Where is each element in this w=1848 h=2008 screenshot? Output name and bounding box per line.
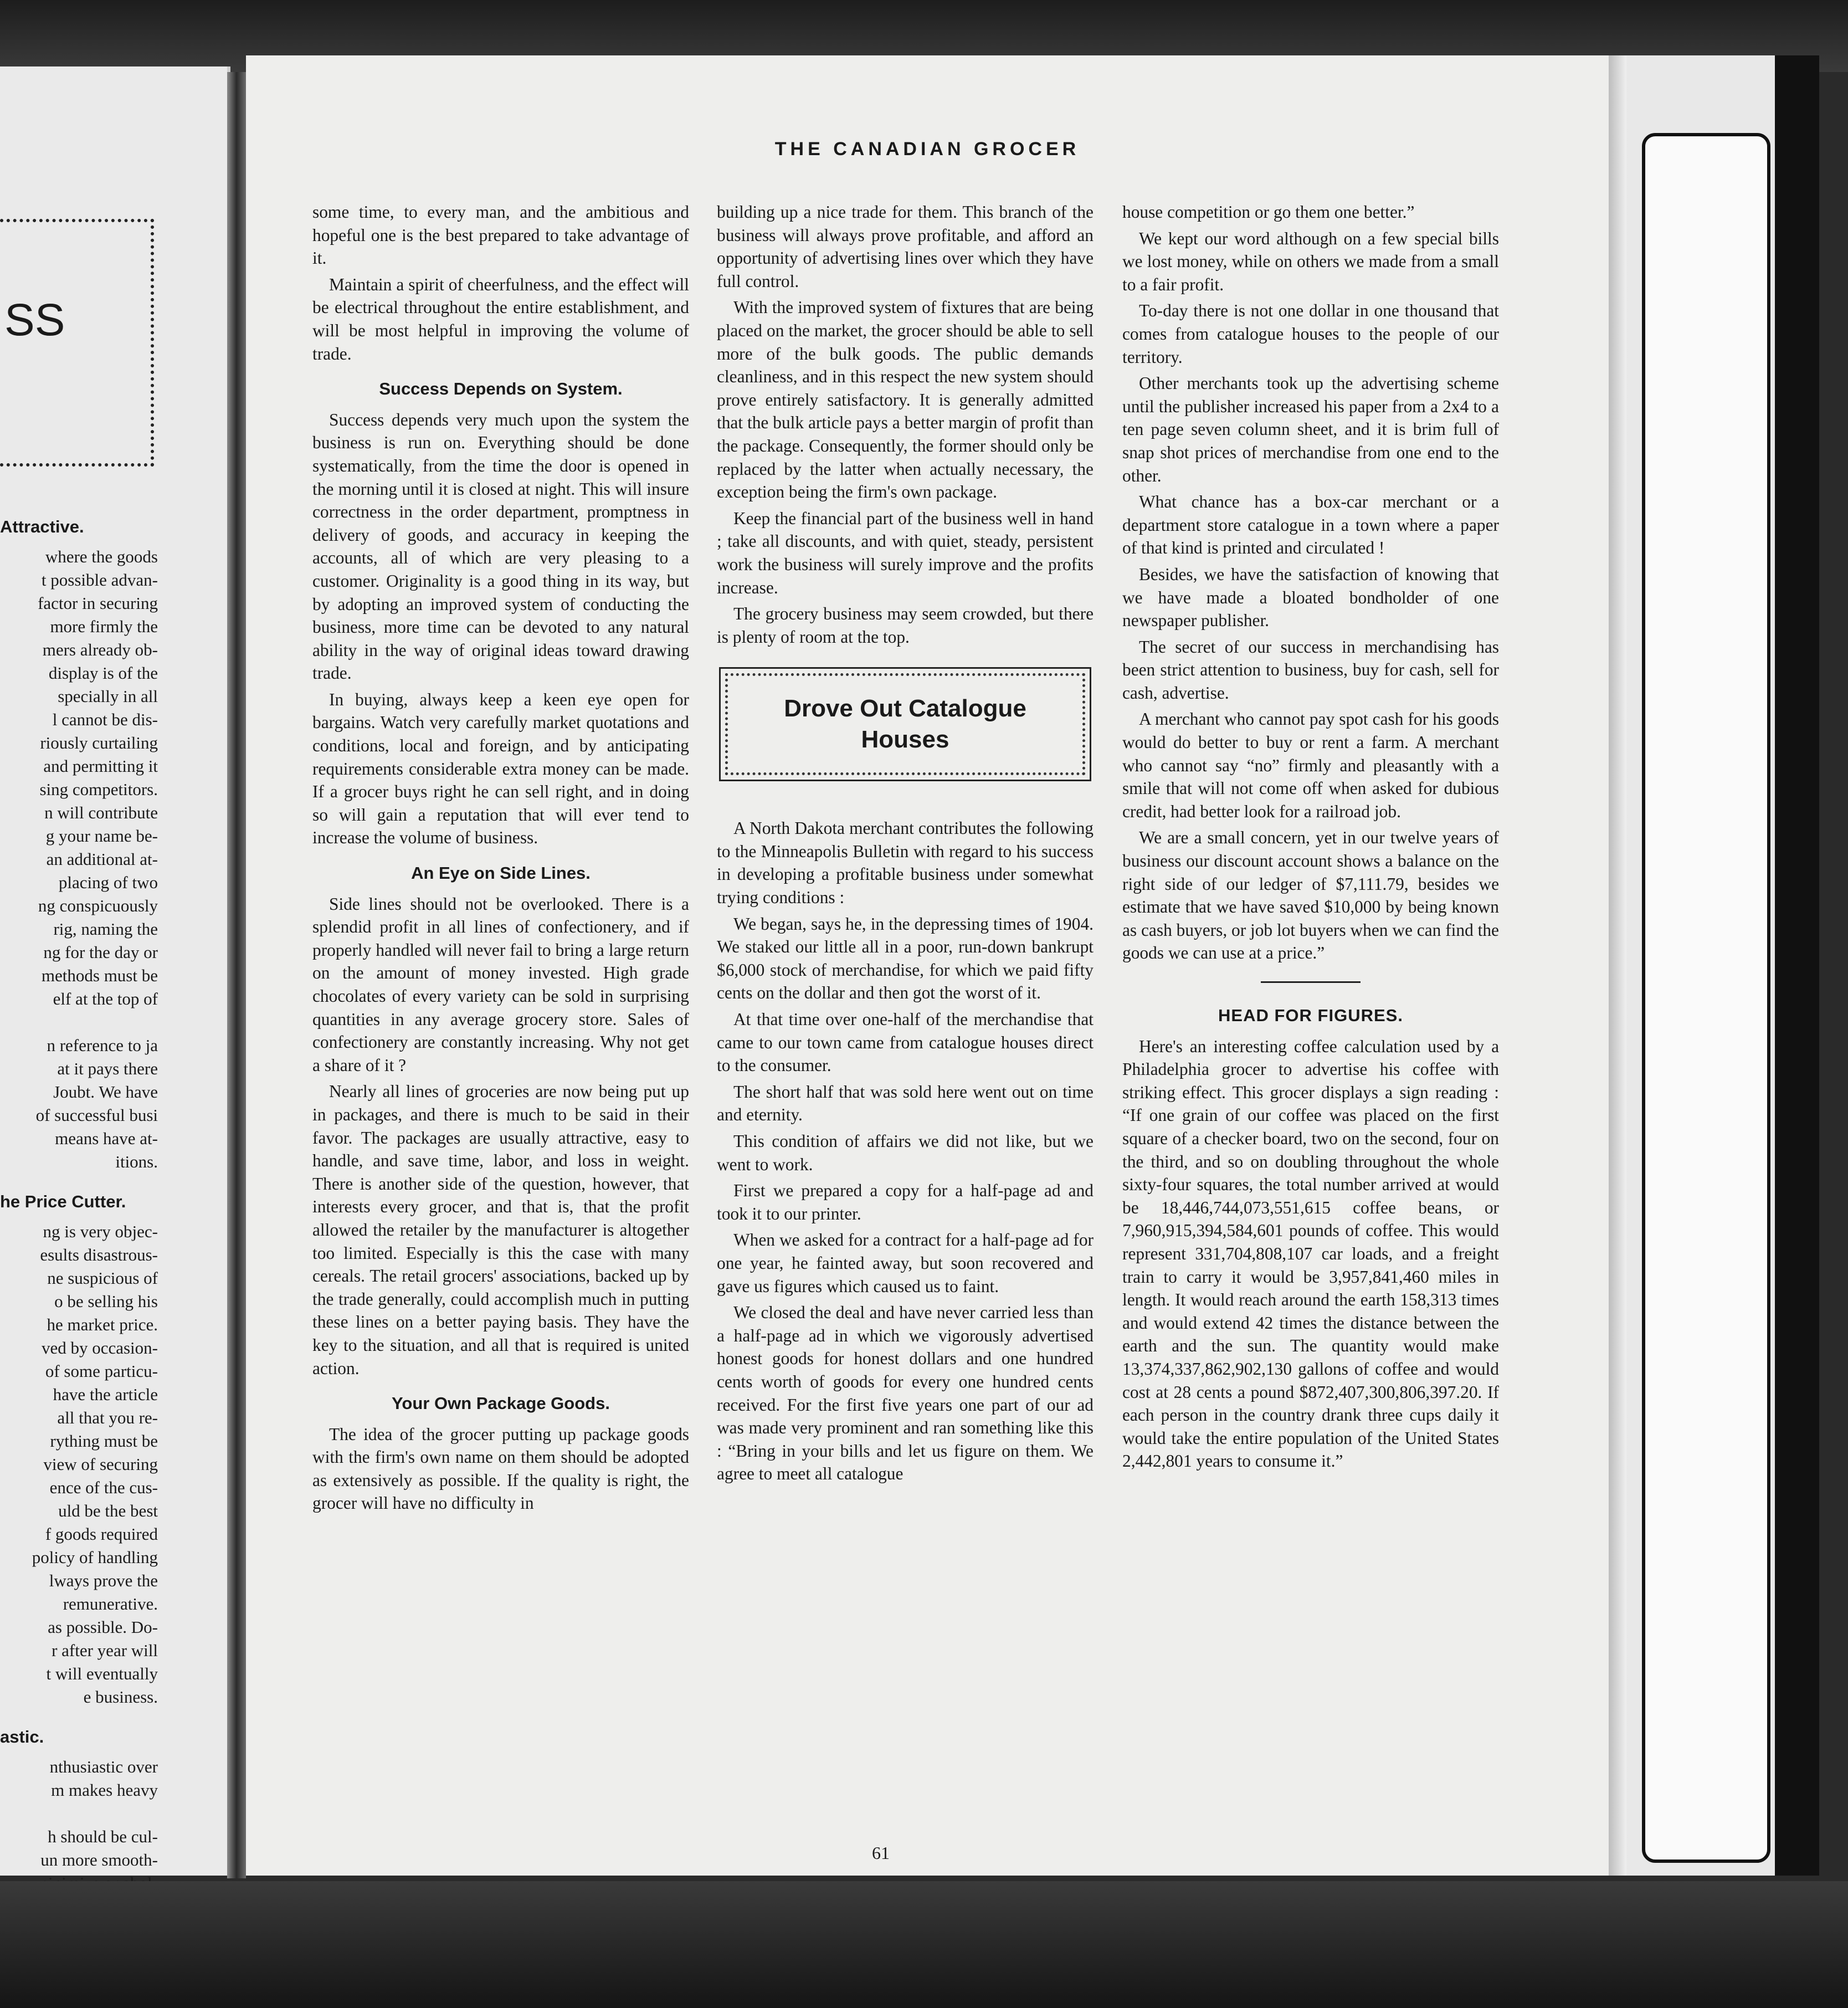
previous-page-line [0, 1802, 158, 1825]
previous-page-line: display is of the [48, 663, 158, 683]
previous-page-line: placing of two [58, 873, 158, 892]
previous-page-heading: he Price Cutter. [0, 1192, 126, 1211]
previous-page-line: means have at- [55, 1129, 158, 1148]
previous-page-column [0, 499, 158, 1942]
previous-page-line: of some particu- [45, 1361, 158, 1381]
previous-page-line: riously curtailing [40, 733, 158, 752]
paragraph: The short half that was sold here went out on time and eternity. [717, 1082, 1094, 1125]
paragraph: First we prepared a copy for a half-page ad and took it to our printer. [717, 1181, 1094, 1223]
previous-page-line: nthusiastic over [49, 1757, 158, 1776]
previous-page-line: n will contribute [44, 803, 158, 822]
previous-page-line: t will eventually [46, 1664, 158, 1683]
paragraph: Nearly all lines of groceries are now being put up in packages, and there is much to be said in their favor. The packages are usually attractive, easy to handle, and save time, labor, and loss in weight. There is another side of the question, however, that interests every grocer, and that is, that the profit allowed the retailer by the manufacturer is altogether too limited. Especially is this the case with many cereals. The retail grocers' associations, backed up by the trade generally, could accomplish much in putting these lines on a better paying basis. They have the key to the situation, and all that is required is united action. [312, 1082, 689, 1378]
paragraph: In buying, always keep a keen eye open for bargains. Watch very carefully market quotations and conditions, local and foreign, and by anticipating requirements considerable extra money can be made. If a grocer buys right he can sell right, and in doing so will gain a reputation that will ever tend to increase the volume of business. [312, 689, 689, 848]
previous-page-ad-border [0, 219, 154, 467]
paragraph: Here's an interesting coffee calculation used by a Philadelphia grocer to advertise his coffee with striking effect. This grocer displays a sign reading : “If one grain of our coffee was placed on the first square of a checker board, two on the second, four on the third, and so on doubling throughout the whole sixty-four squares, the total number arrived at would be 18,446,744,073,551,615 coffee beans, or 7,960,915,394,584,601 pounds of coffee. This would represent 331,704,808,107 car loads, and a freight train to carry it would be 3,957,841,460 miles in length. It would reach around the earth 158,313 times and would extend 42 times the distance between the earth and the sun. The quantity would make 13,374,337,862,902,130 gallons of coffee and would cost at 28 cents a pound $872,407,300,806,397.20. If each person in the country drank three cups daily it would take the entire population of the United States 2,442,801 years to consume it.” [1122, 1036, 1499, 1471]
previous-page-line: have the article [53, 1385, 158, 1404]
paragraph: We closed the deal and have never carried less than a half-page ad in which we vigorously advertised honest goods for honest dollars and one hundred cents worth of goods for every one hundred cents received. For the first five years one part of our ad was made very prominent and ran something like this : “Bring in your bills and let us figure on them. We agree to meet all catalogue [717, 1303, 1094, 1484]
next-leaf [1642, 133, 1770, 1863]
section-heading: An Eye on Side Lines. [411, 863, 591, 883]
previous-page-line: lways prove the [49, 1571, 158, 1590]
previous-page-line: sing competitors. [39, 780, 158, 799]
paragraph: Maintain a spirit of cheerfulness, and the effect will be electrical throughout the entire establishment, and will be most helpful in improving the volume of trade. [312, 274, 689, 363]
previous-page-line: rything must be [50, 1431, 158, 1451]
previous-page-line: ng conspicuously [38, 896, 158, 915]
previous-page-line: an additional at- [46, 849, 158, 869]
previous-page-line: r after year will [52, 1641, 158, 1660]
previous-page-line: rig, naming the [53, 919, 158, 939]
paragraph: At that time over one-half of the merchandise that came to our town came from catalogue houses direct to the consumer. [717, 1010, 1094, 1075]
paragraph: This condition of affairs we did not like, but we went to work. [717, 1131, 1094, 1174]
paragraph: The idea of the grocer putting up package goods with the firm's own name on them should be adopted as extensively as possible. If the quality is right, the grocer will have no difficulty in [312, 1424, 689, 1513]
paragraph: Other merchants took up the advertising scheme until the publisher increased his paper from a 2x4 to a ten page seven column sheet, and it is brim full of snap shot prices of merchandise from one end to the other. [1122, 373, 1499, 485]
previous-page-line: policy of handling [32, 1548, 158, 1567]
previous-page-line: h should be cul- [48, 1827, 158, 1846]
paragraph: The grocery business may seem crowded, but there is plenty of room at the top. [717, 604, 1094, 647]
previous-page-line: elf at the top of [53, 989, 158, 1008]
boxed-title-line: Drove Out Catalogue [784, 695, 1026, 723]
column-1 [312, 201, 689, 1518]
section-divider [1261, 981, 1361, 983]
paragraph: some time, to every man, and the ambitious and hopeful one is the best prepared to take advantage of it. [312, 202, 689, 268]
paragraph: What chance has a box-car merchant or a department store catalogue in a town where a paper of that kind is printed and circulated ! [1122, 492, 1499, 558]
boxed-article-title [719, 667, 1091, 781]
previous-page-heading: astic. [0, 1727, 44, 1746]
previous-page-line: at it pays there [57, 1059, 158, 1078]
paragraph: We are a small concern, yet in our twelve years of business our discount account shows a balance on the right side of our ledger of $7,111.79, besides we estimate that we have saved $10,000 by being known as cash buyers, or job lot buyers when we can find the goods we can use at a price.” [1122, 828, 1499, 963]
previous-page-line: ne suspicious of [47, 1268, 158, 1288]
boxed-title-line: Houses [861, 726, 949, 754]
previous-page-line: mers already ob- [42, 640, 158, 659]
section-heading: Success Depends on System. [379, 379, 623, 399]
next-page-edge [1609, 55, 1819, 1876]
previous-page-line: Joubt. We have [53, 1082, 158, 1102]
paragraph: A merchant who cannot pay spot cash for his goods would do better to buy or rent a farm. A merchant who cannot say “no” firmly and pleasantly with a smile that will not come off when asked for dubious credit, had better look for a railroad job. [1122, 709, 1499, 821]
paragraph: building up a nice trade for them. This branch of the business will always prove profitable, and afford an opportunity of advertising lines over which they have full control. [717, 202, 1094, 291]
paragraph: To-day there is not one dollar in one thousand that comes from catalogue houses to the people of our territory. [1122, 301, 1499, 367]
previous-page-line: g your name be- [45, 826, 158, 846]
previous-page-line: n reference to ja [47, 1036, 158, 1055]
paragraph: With the improved system of fixtures that are being placed on the market, the grocer should be able to sell more of the bulk goods. The public demands cleanliness, and in this respect the new system should prove entirely satisfactory. It is generally admitted that the bulk article pays a better margin of profit than the package. Consequently, the former should only be replaced by the latter when actually necessary, the exception being the firm's own package. [717, 298, 1094, 502]
paragraph: Success depends very much upon the system the business is run on. Everything should be done systematically, from the time the door is opened in the morning until it is closed at night. This will insure correctness in the order department, promptness in delivery of goods, and accuracy in keeping the accounts, all of which are very pleasing to a customer. Originality is a good thing in its way, but by adopting an improved system of conducting the business, more time can be devoted to any natural ability in the way of original ideas toward drawing trade. [312, 409, 689, 683]
previous-page-fragment [0, 66, 230, 1876]
previous-page-line: esults disastrous- [40, 1245, 158, 1264]
book-gutter [227, 72, 246, 1878]
previous-page-heading: Attractive. [0, 517, 84, 536]
previous-page-line: t possible advan- [41, 570, 158, 590]
section-heading: HEAD FOR FIGURES. [1218, 1006, 1403, 1025]
previous-page-line: where the goods [45, 547, 158, 566]
previous-page-line: factor in securing [38, 593, 158, 613]
previous-page-line: view of securing [43, 1454, 158, 1474]
paragraph: We kept our word although on a few special bills we lost money, while on others we made from a small to a fair profit. [1122, 228, 1499, 294]
previous-page-line: all that you re- [57, 1408, 158, 1427]
previous-page-line: m makes heavy [51, 1780, 158, 1800]
column-3 [1122, 201, 1499, 1476]
previous-page-line: and permitting it [43, 756, 158, 776]
paragraph: We began, says he, in the depressing times of 1904. We staked our little all in a poor, run-down bankrupt $6,000 stock of merchandise, for which we paid fifty cents on the dollar and then got the worst of it. [717, 914, 1094, 1003]
previous-page-line: as possible. Do- [48, 1617, 158, 1637]
previous-page-line: un more smooth- [40, 1850, 158, 1869]
paragraph: Besides, we have the satisfaction of knowing that we have made a bloated bondholder of one newspaper publisher. [1122, 564, 1499, 631]
previous-page-line: f goods required [45, 1524, 158, 1544]
previous-page-line: uld be the best [58, 1501, 158, 1520]
previous-page-line: he market price. [47, 1315, 158, 1334]
previous-page-line: more firmly the [50, 617, 158, 636]
paragraph: house competition or go them one better.” [1122, 202, 1415, 222]
previous-page-line: specially in all [58, 687, 158, 706]
paragraph: The secret of our success in merchandising has been strict attention to business, buy for cash, sell for cash, advertise. [1122, 637, 1499, 703]
previous-page-line: ved by occasion- [41, 1338, 158, 1358]
paragraph: When we asked for a contract for a half-page ad for one year, he fainted away, but soon recovered and gave us figures which caused us to faint. [717, 1230, 1094, 1296]
previous-page-line: itions. [115, 1152, 158, 1171]
previous-page-line: o be selling his [54, 1292, 158, 1311]
paragraph: A North Dakota merchant contributes the following to the Minneapolis Bulletin with regard to his success in developing a profitable business under somewhat trying conditions : [717, 818, 1094, 908]
previous-page-line [0, 1011, 158, 1034]
scan-background-bottom [0, 1881, 1848, 2008]
previous-page-line: ence of the cus- [49, 1478, 158, 1497]
binding-spine [1775, 55, 1819, 1876]
previous-page-line: of successful busi [35, 1105, 158, 1125]
section-heading: Your Own Package Goods. [392, 1394, 610, 1413]
previous-page-ad-text: SS [4, 295, 65, 345]
previous-page-line: remunerative. [63, 1594, 158, 1613]
paragraph: Keep the financial part of the business well in hand ; take all discounts, and with quiet, steady, persistent work the business will surely improve and the profits increase. [717, 508, 1094, 597]
previous-page-line: e business. [83, 1687, 158, 1707]
previous-page-line: ng for the day or [43, 942, 158, 962]
paragraph: Side lines should not be overlooked. There is a splendid profit in all lines of confectionery, and if properly handled will never fail to bring a large return on the amount of money invested. High grade chocolates of every variety can be sold in surprising quantities in any average grocery store. Sales of confectionery are constantly increasing. Why not get a share of it ? [312, 894, 689, 1075]
previous-page-line: ng is very objec- [43, 1222, 158, 1241]
previous-page-line: methods must be [41, 966, 158, 985]
page-edge-shadow [1609, 55, 1626, 1876]
running-header: THE CANADIAN GROCER [774, 139, 1080, 160]
column-2 [717, 201, 1094, 1489]
page-number: 61 [872, 1843, 890, 1863]
page [246, 55, 1609, 1876]
previous-page-line: l cannot be dis- [52, 710, 158, 729]
